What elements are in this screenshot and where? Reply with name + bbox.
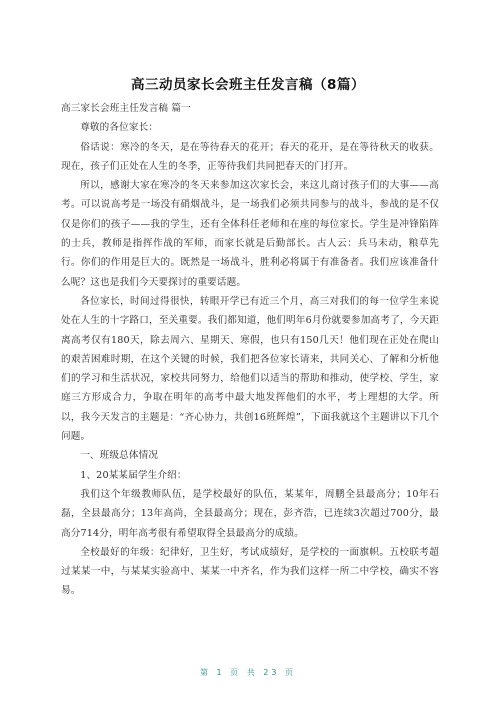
document-body (61, 99, 439, 601)
salutation: 尊敬的各位家长： (80, 122, 159, 134)
body-paragraph: 全校最好的年级：纪律好，卫生好，考试成绩好，是学校的一面旗帜。五校联考超过某某一中，与某某实验高中、某某一中齐名，作为我们这样一所二中学校，确实不容易。 (61, 546, 439, 597)
page-number-footer: 第 1 页 共 23 页 (200, 668, 296, 677)
subsection-heading: 一、班级总体情况 (80, 450, 159, 462)
document-title: 高三动员家长会班主任发言稿（8篇） (131, 77, 365, 93)
section-heading: 高三家长会班主任发言稿 篇一 (61, 103, 191, 114)
body-paragraph: 我们这个年级教师队伍，是学校最好的队伍，某某年，周鹏全县最高分；10年石磊，全县最高分；13年高尚，全县最高分；现在，彭齐浩，已连续3次超过700分，最高分714分，明年高考很有希望取得全县最高分的成绩。 (61, 488, 439, 539)
subsection-heading: 1、20某某届学生介绍： (80, 469, 187, 481)
body-paragraph: 各位家长，时间过得很快，转眼开学已有近三个月，高三对我们的每一位学生来说处在人生的十字路口，至关重要。我们都知道，他们明年6月份就要参加高考了，今天距离高考仅有180天，除去周六、星期天、寒假，也只有150几天！他们现在正处在爬山的艰苦困难时期，在这个关键的时候，我们把各位家长请来，共同关心、了解和分析他们的学习和生活状况，家校共同努力，给他们以适当的帮助和推动，使学校、学生，家庭三方形成合力，争取在明年的高考中最大地发挥他们的水平，考上理想的大学。所以，我今天发言的主题是：“齐心协力，共创16班辉煌”，下面我就这个主题讲以下几个问题。 (61, 295, 439, 443)
body-paragraph: 俗话说：寒冷的冬天，是在等待春天的花开；春天的花开，是在等待秋天的收获。现在，孩子们正处在人生的冬季，正等待我们共同把春天的门打开。 (61, 141, 439, 172)
body-paragraph: 所以，感谢大家在寒冷的冬天来参加这次家长会，来这儿商讨孩子们的大事——高考。可以说高考是一场没有硝烟战斗，是一场我们必须共同参与的战斗，参战的是不仅仅是你们的孩子——我的学生，还有全体科任老师和在座的每位家长。学生是冲锋陷阵的士兵，教师是指挥作战的军师，而家长就是后勤部长。古人云：兵马未动，粮草先行。你们的作用是巨大的。既然是一场战斗，胜利必将属于有准备者。我们应该准备什么呢？这也是我们今天要探讨的重要话题。 (61, 180, 439, 288)
